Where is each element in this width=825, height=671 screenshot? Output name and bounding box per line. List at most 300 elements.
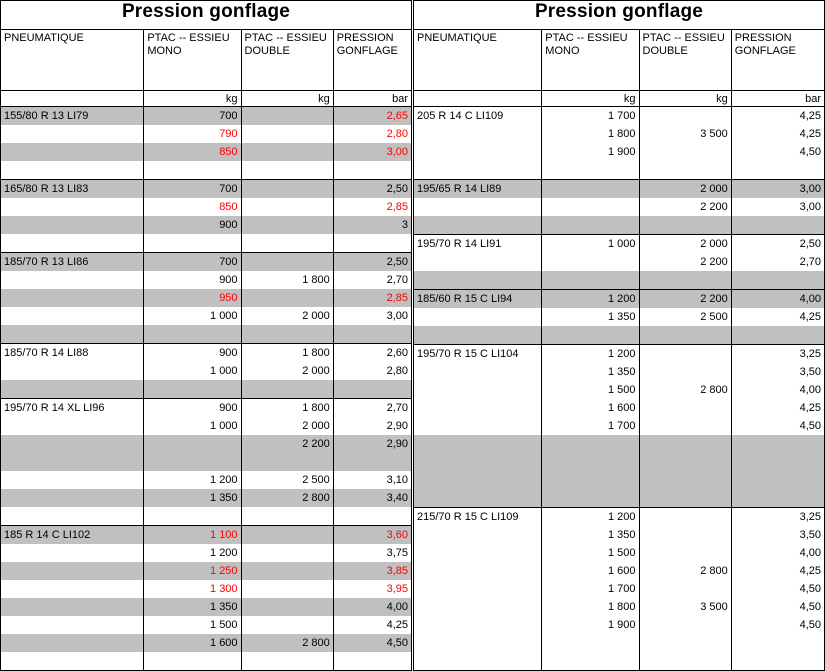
cell-tyre: [414, 580, 542, 598]
cell-pressure: 3,00: [731, 198, 824, 216]
cell-ptac-double: [241, 453, 333, 471]
right-table-body: [414, 107, 825, 671]
cell-ptac-mono: [542, 489, 639, 508]
cell-pressure: [333, 652, 411, 671]
left-header-pressure: PRESSION GONFLAGE: [333, 30, 411, 91]
cell-ptac-mono: [144, 453, 241, 471]
cell-tyre: 195/70 R 14 LI91: [414, 235, 542, 254]
cell-ptac-mono: 1 900: [542, 143, 639, 161]
cell-pressure: 3,25: [731, 345, 824, 364]
cell-ptac-mono: 1 000: [144, 307, 241, 325]
table-row: [414, 508, 825, 527]
table-row: [414, 180, 825, 199]
cell-ptac-mono: 1 600: [144, 634, 241, 652]
cell-tyre: [1, 234, 144, 253]
cell-tyre: [1, 380, 144, 399]
cell-ptac-mono: 1 350: [542, 308, 639, 326]
table-row: [1, 362, 412, 380]
cell-ptac-double: 3 500: [639, 598, 731, 616]
table-row: [1, 580, 412, 598]
cell-pressure: [731, 271, 824, 290]
cell-ptac-double: [639, 616, 731, 634]
cell-pressure: [731, 471, 824, 489]
cell-pressure: [333, 161, 411, 180]
table-row: [1, 399, 412, 418]
cell-ptac-double: [639, 345, 731, 364]
cell-ptac-mono: 1 700: [542, 107, 639, 126]
cell-tyre: 185/70 R 14 LI88: [1, 344, 144, 363]
cell-ptac-double: 2 000: [639, 235, 731, 254]
cell-pressure: 4,50: [731, 143, 824, 161]
table-row: [1, 471, 412, 489]
cell-pressure: [731, 435, 824, 453]
cell-ptac-mono: 790: [144, 125, 241, 143]
cell-pressure: 4,00: [333, 598, 411, 616]
table-row: [414, 271, 825, 290]
cell-tyre: [414, 634, 542, 652]
right-header-mono: PTAC -- ESSIEU MONO: [542, 30, 639, 91]
cell-ptac-double: [241, 125, 333, 143]
cell-ptac-double: 2 200: [639, 198, 731, 216]
cell-pressure: 2,85: [333, 289, 411, 307]
table-row: [414, 453, 825, 471]
cell-pressure: 4,50: [731, 580, 824, 598]
cell-pressure: 4,25: [333, 616, 411, 634]
cell-ptac-mono: 1 000: [144, 417, 241, 435]
cell-ptac-double: [639, 326, 731, 345]
cell-pressure: 2,70: [731, 253, 824, 271]
right-unit-mono: kg: [542, 91, 639, 107]
cell-ptac-mono: 950: [144, 289, 241, 307]
cell-tyre: [1, 362, 144, 380]
cell-ptac-mono: 1 500: [542, 544, 639, 562]
cell-tyre: [414, 526, 542, 544]
cell-ptac-mono: 900: [144, 344, 241, 363]
cell-tyre: [1, 161, 144, 180]
table-row: [1, 125, 412, 143]
cell-pressure: 4,50: [731, 616, 824, 634]
table-row: [1, 598, 412, 616]
cell-pressure: 3: [333, 216, 411, 234]
cell-pressure: 3,40: [333, 489, 411, 507]
cell-ptac-mono: 1 500: [144, 616, 241, 634]
cell-ptac-mono: [144, 234, 241, 253]
left-table-body: [1, 107, 412, 671]
cell-ptac-mono: [542, 634, 639, 652]
cell-ptac-double: 2 000: [241, 417, 333, 435]
table-row: [1, 652, 412, 671]
cell-pressure: 2,65: [333, 107, 411, 126]
cell-ptac-double: 2 500: [639, 308, 731, 326]
left-unit-double: kg: [241, 91, 333, 107]
cell-tyre: [1, 325, 144, 344]
cell-pressure: [333, 507, 411, 526]
cell-tyre: [414, 471, 542, 489]
table-row: [1, 180, 412, 199]
cell-tyre: [1, 125, 144, 143]
cell-ptac-mono: [542, 180, 639, 199]
cell-ptac-double: [241, 380, 333, 399]
cell-ptac-double: [241, 652, 333, 671]
cell-ptac-mono: [542, 271, 639, 290]
cell-ptac-double: [241, 598, 333, 616]
cell-ptac-double: [639, 471, 731, 489]
cell-ptac-double: [241, 107, 333, 126]
table-row: [414, 143, 825, 161]
cell-ptac-double: [241, 507, 333, 526]
cell-ptac-mono: [542, 471, 639, 489]
cell-ptac-double: [241, 325, 333, 344]
table-row: [1, 271, 412, 289]
table-row: [1, 562, 412, 580]
right-table-title-row: [414, 1, 825, 30]
table-row: [414, 308, 825, 326]
cell-ptac-mono: [542, 652, 639, 671]
cell-ptac-mono: [542, 435, 639, 453]
cell-pressure: 4,50: [731, 417, 824, 435]
table-row: [1, 307, 412, 325]
table-row: [414, 399, 825, 417]
cell-ptac-double: 2 800: [241, 489, 333, 507]
table-row: [414, 471, 825, 489]
table-row: [414, 526, 825, 544]
cell-tyre: 205 R 14 C LI109: [414, 107, 542, 126]
cell-ptac-double: [639, 216, 731, 235]
cell-ptac-double: 1 800: [241, 344, 333, 363]
cell-pressure: 3,00: [731, 180, 824, 199]
cell-tyre: [1, 453, 144, 471]
cell-pressure: 4,25: [731, 399, 824, 417]
table-row: [1, 234, 412, 253]
cell-pressure: 4,00: [731, 381, 824, 399]
cell-ptac-mono: 700: [144, 180, 241, 199]
table-row: [414, 290, 825, 309]
table-row: [1, 489, 412, 507]
table-row: [414, 417, 825, 435]
table-row: [414, 326, 825, 345]
right-unit-double: kg: [639, 91, 731, 107]
cell-ptac-mono: 1 600: [542, 562, 639, 580]
cell-pressure: 2,80: [333, 125, 411, 143]
cell-ptac-double: 1 800: [241, 399, 333, 418]
cell-ptac-mono: 1 350: [542, 526, 639, 544]
cell-ptac-double: [639, 544, 731, 562]
cell-tyre: [1, 580, 144, 598]
cell-ptac-mono: [542, 453, 639, 471]
cell-ptac-double: 2 000: [241, 362, 333, 380]
cell-tyre: [1, 435, 144, 453]
cell-tyre: [414, 598, 542, 616]
cell-pressure: 3,50: [731, 363, 824, 381]
table-row: [414, 616, 825, 634]
cell-tyre: 165/80 R 13 LI83: [1, 180, 144, 199]
cell-ptac-double: [639, 363, 731, 381]
cell-ptac-mono: 1 900: [542, 616, 639, 634]
cell-tyre: [1, 562, 144, 580]
cell-tyre: [414, 562, 542, 580]
cell-pressure: 2,50: [333, 180, 411, 199]
left-header-row: [1, 30, 412, 91]
cell-ptac-double: [639, 526, 731, 544]
cell-ptac-mono: 1 100: [144, 526, 241, 545]
cell-ptac-double: 2 800: [639, 562, 731, 580]
cell-tyre: [1, 216, 144, 234]
cell-ptac-double: [639, 399, 731, 417]
cell-ptac-mono: [144, 325, 241, 344]
cell-ptac-double: [241, 580, 333, 598]
cell-tyre: [414, 143, 542, 161]
cell-tyre: [1, 307, 144, 325]
cell-pressure: [731, 216, 824, 235]
cell-pressure: 4,00: [731, 544, 824, 562]
right-unit-tyre: [414, 91, 542, 107]
left-unit-mono: kg: [144, 91, 241, 107]
cell-ptac-mono: 900: [144, 271, 241, 289]
cell-ptac-mono: 1 000: [144, 362, 241, 380]
table-row: [1, 417, 412, 435]
cell-pressure: 2,70: [333, 271, 411, 289]
cell-ptac-double: [241, 234, 333, 253]
cell-ptac-mono: 700: [144, 253, 241, 272]
cell-ptac-mono: [144, 435, 241, 453]
cell-pressure: [333, 380, 411, 399]
cell-ptac-double: [241, 526, 333, 545]
cell-ptac-mono: 1 000: [542, 235, 639, 254]
cell-pressure: 4,25: [731, 125, 824, 143]
cell-ptac-double: 2 000: [241, 307, 333, 325]
left-unit-row: [1, 91, 412, 107]
cell-ptac-double: [241, 198, 333, 216]
cell-ptac-mono: [542, 216, 639, 235]
cell-tyre: [1, 143, 144, 161]
cell-ptac-mono: 900: [144, 216, 241, 234]
cell-ptac-double: [639, 143, 731, 161]
cell-pressure: 4,25: [731, 562, 824, 580]
cell-ptac-mono: 1 200: [542, 290, 639, 309]
cell-tyre: 155/80 R 13 LI79: [1, 107, 144, 126]
left-header-double: PTAC -- ESSIEU DOUBLE: [241, 30, 333, 91]
table-row: [1, 453, 412, 471]
cell-tyre: [1, 544, 144, 562]
cell-tyre: [1, 507, 144, 526]
cell-tyre: [1, 598, 144, 616]
cell-pressure: 2,85: [333, 198, 411, 216]
cell-pressure: 4,50: [731, 598, 824, 616]
cell-pressure: 3,50: [731, 526, 824, 544]
cell-tyre: [414, 399, 542, 417]
cell-ptac-double: [241, 216, 333, 234]
cell-tyre: [1, 489, 144, 507]
table-row: [414, 216, 825, 235]
cell-ptac-mono: [144, 161, 241, 180]
table-row: [1, 161, 412, 180]
cell-ptac-double: 2 200: [241, 435, 333, 453]
cell-tyre: [414, 253, 542, 271]
cell-tyre: 195/70 R 14 XL LI96: [1, 399, 144, 418]
cell-pressure: 4,25: [731, 107, 824, 126]
cell-ptac-mono: 1 300: [144, 580, 241, 598]
table-row: [1, 507, 412, 526]
table-row: [1, 143, 412, 161]
cell-ptac-mono: 1 700: [542, 417, 639, 435]
cell-ptac-mono: 1 500: [542, 381, 639, 399]
table-row: [414, 107, 825, 126]
cell-ptac-mono: 1 200: [144, 544, 241, 562]
cell-tyre: [1, 652, 144, 671]
cell-ptac-mono: 900: [144, 399, 241, 418]
table-row: [1, 253, 412, 272]
cell-tyre: [1, 271, 144, 289]
cell-pressure: 2,90: [333, 417, 411, 435]
left-table-title: Pression gonflage: [1, 1, 412, 30]
cell-pressure: [333, 325, 411, 344]
cell-ptac-mono: 1 700: [542, 580, 639, 598]
left-unit-tyre: [1, 91, 144, 107]
cell-tyre: 185/70 R 13 LI86: [1, 253, 144, 272]
right-header-row: [414, 30, 825, 91]
cell-pressure: 3,95: [333, 580, 411, 598]
table-row: [1, 107, 412, 126]
cell-ptac-double: [639, 453, 731, 471]
cell-pressure: 3,75: [333, 544, 411, 562]
cell-ptac-mono: 1 200: [144, 471, 241, 489]
cell-tyre: [414, 435, 542, 453]
cell-ptac-mono: 1 350: [144, 598, 241, 616]
cell-ptac-double: [639, 271, 731, 290]
cell-tyre: 195/65 R 14 LI89: [414, 180, 542, 199]
cell-pressure: [731, 453, 824, 471]
cell-pressure: [333, 234, 411, 253]
cell-ptac-double: 2 500: [241, 471, 333, 489]
cell-ptac-double: 3 500: [639, 125, 731, 143]
cell-pressure: 2,90: [333, 435, 411, 453]
cell-ptac-mono: 850: [144, 198, 241, 216]
cell-tyre: [1, 634, 144, 652]
cell-ptac-double: [639, 634, 731, 652]
cell-pressure: 3,00: [333, 143, 411, 161]
cell-ptac-double: 2 000: [639, 180, 731, 199]
cell-pressure: [731, 161, 824, 180]
cell-ptac-mono: 850: [144, 143, 241, 161]
cell-pressure: 3,00: [333, 307, 411, 325]
table-row: [414, 580, 825, 598]
cell-tyre: [414, 544, 542, 562]
right-table-panel: [413, 0, 825, 631]
cell-ptac-mono: 1 200: [542, 508, 639, 527]
table-row: [1, 435, 412, 453]
cell-pressure: 2,50: [333, 253, 411, 272]
cell-ptac-double: 2 200: [639, 253, 731, 271]
cell-ptac-double: 2 800: [639, 381, 731, 399]
cell-pressure: 3,85: [333, 562, 411, 580]
left-pressure-table: [0, 0, 412, 671]
table-row: [414, 435, 825, 453]
table-row: [1, 344, 412, 363]
right-header-tyre: PNEUMATIQUE: [414, 30, 542, 91]
cell-ptac-double: [241, 616, 333, 634]
cell-pressure: 2,70: [333, 399, 411, 418]
table-row: [414, 381, 825, 399]
table-row: [414, 125, 825, 143]
cell-ptac-mono: [542, 326, 639, 345]
cell-ptac-double: [241, 253, 333, 272]
cell-ptac-mono: 1 200: [542, 345, 639, 364]
cell-pressure: 4,00: [731, 290, 824, 309]
cell-ptac-double: [241, 180, 333, 199]
cell-pressure: 2,50: [731, 235, 824, 254]
cell-ptac-double: [241, 289, 333, 307]
cell-pressure: 4,25: [731, 308, 824, 326]
left-header-tyre: PNEUMATIQUE: [1, 30, 144, 91]
cell-pressure: [731, 489, 824, 508]
cell-pressure: 3,25: [731, 508, 824, 527]
right-unit-pressure: bar: [731, 91, 824, 107]
cell-ptac-mono: [542, 198, 639, 216]
table-row: [414, 198, 825, 216]
cell-tyre: [414, 271, 542, 290]
table-row: [414, 544, 825, 562]
table-row: [1, 634, 412, 652]
cell-ptac-double: [639, 652, 731, 671]
cell-pressure: [731, 652, 824, 671]
cell-ptac-double: [241, 562, 333, 580]
table-row: [414, 652, 825, 671]
cell-tyre: [414, 125, 542, 143]
cell-ptac-mono: [144, 380, 241, 399]
cell-pressure: [731, 634, 824, 652]
cell-tyre: [1, 616, 144, 634]
cell-ptac-mono: [542, 253, 639, 271]
left-unit-pressure: bar: [333, 91, 411, 107]
table-row: [414, 489, 825, 508]
cell-ptac-mono: 1 250: [144, 562, 241, 580]
cell-tyre: [414, 161, 542, 180]
cell-tyre: [414, 489, 542, 508]
cell-tyre: [414, 652, 542, 671]
cell-ptac-double: [639, 489, 731, 508]
table-row: [414, 235, 825, 254]
cell-tyre: [414, 198, 542, 216]
table-row: [414, 253, 825, 271]
cell-ptac-double: 2 200: [639, 290, 731, 309]
table-row: [414, 363, 825, 381]
table-row: [1, 289, 412, 307]
cell-tyre: 185/60 R 15 C LI94: [414, 290, 542, 309]
cell-ptac-double: [639, 417, 731, 435]
cell-tyre: [1, 289, 144, 307]
cell-ptac-mono: 1 350: [144, 489, 241, 507]
cell-tyre: [414, 381, 542, 399]
right-table-title: Pression gonflage: [414, 1, 825, 30]
cell-ptac-mono: 1 600: [542, 399, 639, 417]
cell-ptac-double: [639, 161, 731, 180]
table-row: [1, 380, 412, 399]
table-row: [414, 562, 825, 580]
cell-tyre: [1, 417, 144, 435]
cell-tyre: 195/70 R 15 C LI104: [414, 345, 542, 364]
cell-tyre: [414, 616, 542, 634]
right-unit-row: [414, 91, 825, 107]
cell-ptac-mono: [144, 507, 241, 526]
table-row: [414, 161, 825, 180]
cell-tyre: [414, 326, 542, 345]
table-row: [414, 634, 825, 652]
cell-pressure: 2,80: [333, 362, 411, 380]
table-row: [1, 216, 412, 234]
cell-tyre: [1, 471, 144, 489]
cell-pressure: [731, 326, 824, 345]
table-row: [1, 616, 412, 634]
